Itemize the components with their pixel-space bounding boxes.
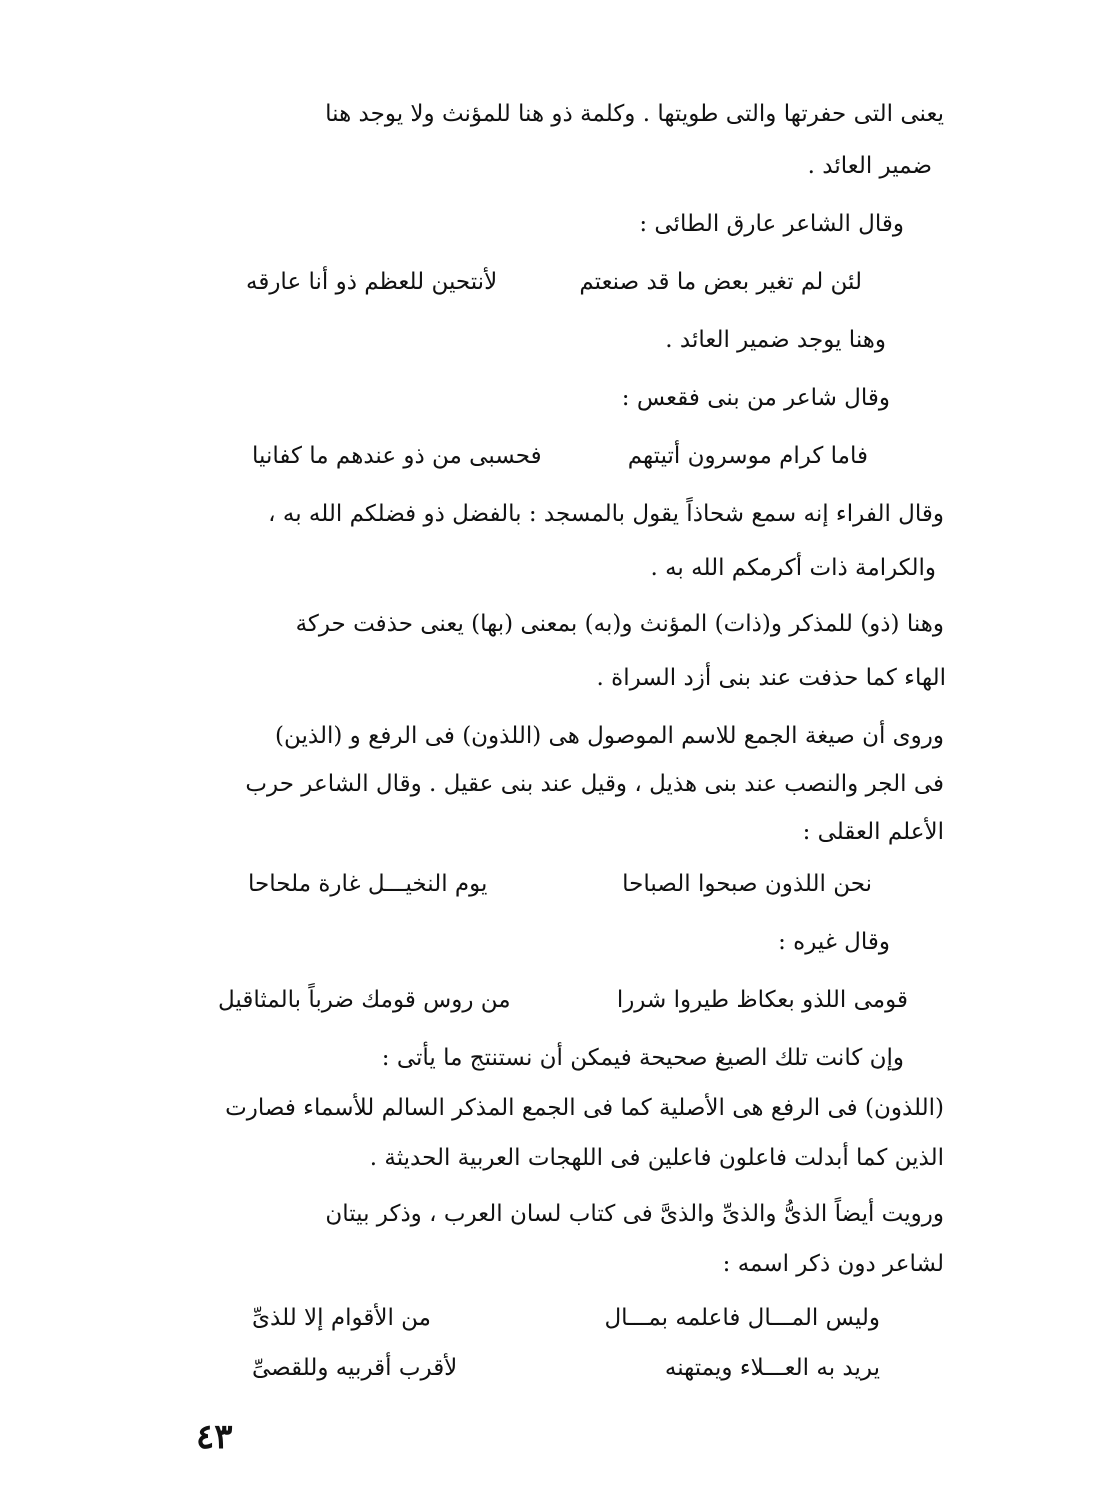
- verse-hemistich: من روس قومك ضرباً بالمثاقيل: [218, 987, 511, 1013]
- text-line: وقال غيره :: [778, 929, 890, 955]
- verse-hemistich: لأقرب أقربيه وللقصىِّ: [252, 1355, 458, 1381]
- verse-hemistich: يريد به العـــلاء ويمتهنه: [664, 1355, 880, 1381]
- verse-hemistich: قومى اللذو بعكاظ طيروا شررا: [616, 987, 908, 1013]
- verse-hemistich: يوم النخيـــل غارة ملحاحا: [248, 871, 488, 897]
- verse-hemistich: نحن اللذون صبحوا الصباحا: [622, 871, 872, 897]
- text-line: يعنى التى حفرتها والتى طويتها . وكلمة ذو هنا للمؤنث ولا يوجد هنا: [325, 101, 944, 127]
- text-line: والكرامة ذات أكرمكم الله به .: [650, 555, 936, 581]
- page-number: ٤٣: [196, 1417, 233, 1457]
- verse-hemistich: وليس المـــال فاعلمه بمـــال: [604, 1305, 880, 1331]
- text-line: وقال الفراء إنه سمع شحاذاً يقول بالمسجد : بالفضل ذو فضلكم الله به ،: [268, 501, 944, 527]
- verse-hemistich: فحسبى من ذو عندهم ما كفانيا: [252, 443, 542, 469]
- text-line: الهاء كما حذفت عند بنى أزد السراة .: [596, 665, 946, 691]
- text-line: وقال شاعر من بنى فقعس :: [621, 385, 890, 411]
- text-line: ورويت أيضاً الذىُّ والذىِّ والذىَّ فى كتاب لسان العرب ، وذكر بيتان: [325, 1201, 944, 1227]
- text-line: الذين كما أبدلت فاعلون فاعلين فى اللهجات العربية الحديثة .: [369, 1145, 944, 1171]
- text-line: (اللذون) فى الرفع هى الأصلية كما فى الجمع المذكر السالم للأسماء فصارت: [225, 1095, 944, 1121]
- text-line: وهنا يوجد ضمير العائد .: [665, 327, 886, 353]
- verse-hemistich: من الأقوام إلا للذىِّ: [252, 1305, 431, 1331]
- verse-hemistich: لأنتحين للعظم ذو أنا عارقه: [246, 269, 498, 295]
- text-line: ضمير العائد .: [807, 153, 932, 179]
- verse-hemistich: لئن لم تغير بعض ما قد صنعتم: [579, 269, 862, 295]
- text-line: وإن كانت تلك الصيغ صحيحة فيمكن أن نستنتج ما يأتى :: [381, 1045, 904, 1071]
- text-line: فى الجر والنصب عند بنى هذيل ، وقيل عند بنى عقيل . وقال الشاعر حرب: [245, 771, 944, 797]
- text-line: وروى أن صيغة الجمع للاسم الموصول هى (اللذون) فى الرفع و (الذين): [275, 723, 944, 749]
- verse-hemistich: فاما كرام موسرون أتيتهم: [627, 443, 868, 469]
- text-line: الأعلم العقلى :: [802, 819, 944, 845]
- text-line: لشاعر دون ذكر اسمه :: [722, 1251, 944, 1277]
- text-line: وهنا (ذو) للمذكر و(ذات) المؤنث و(به) بمعنى (بها) يعنى حذفت حركة: [295, 611, 944, 637]
- text-line: وقال الشاعر عارق الطائى :: [639, 211, 904, 237]
